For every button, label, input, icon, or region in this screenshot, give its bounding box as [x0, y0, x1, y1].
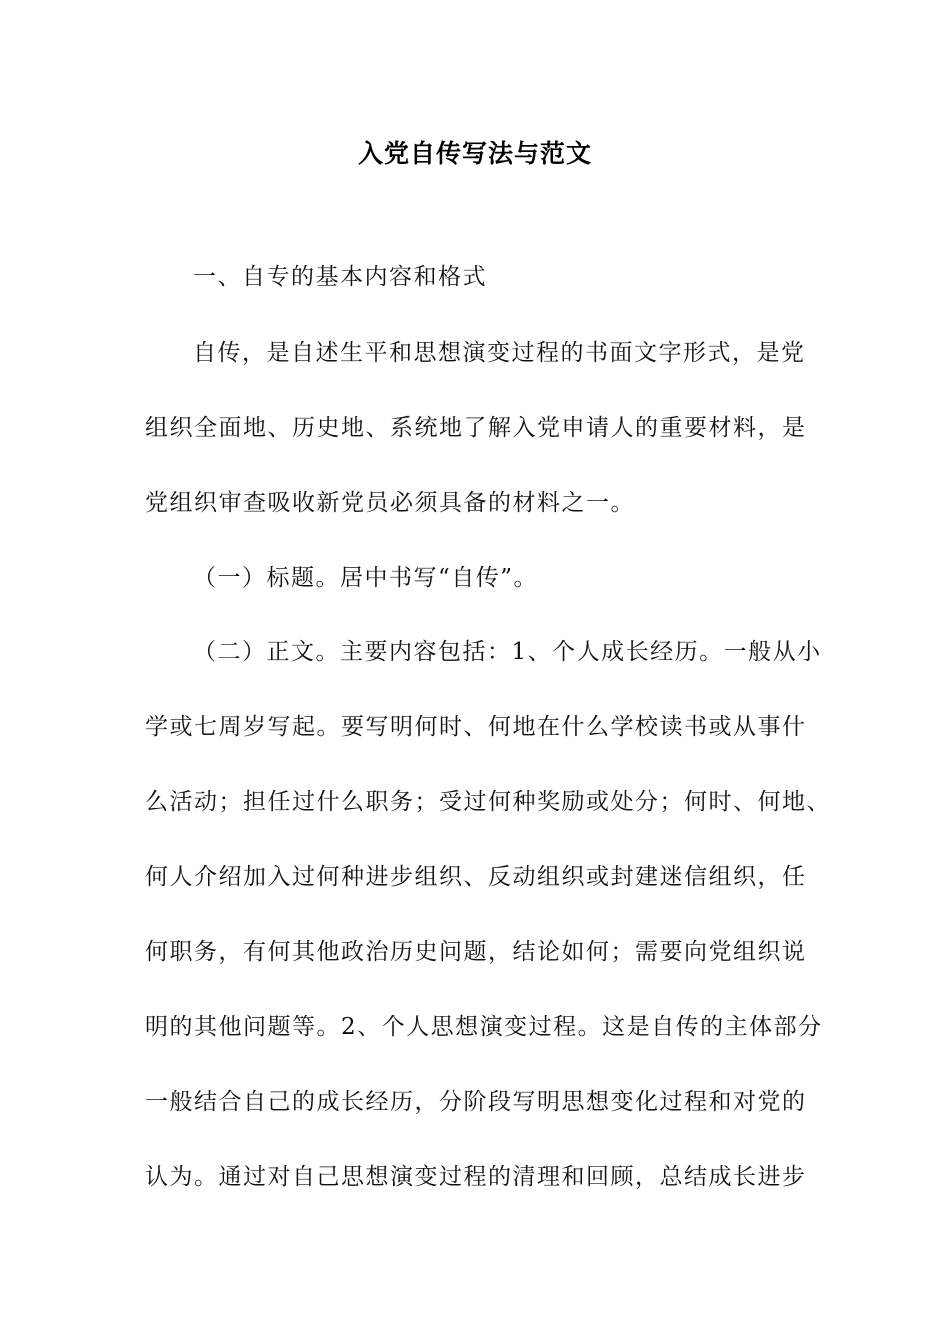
- paragraph-line: 一般结合自己的成长经历，分阶段写明思想变化过程和对党的: [145, 1089, 807, 1115]
- paragraph-line: 组织全面地、历史地、系统地了解入党申请人的重要材料，是: [145, 415, 807, 441]
- paragraph-line: 自传，是自述生平和思想演变过程的书面文字形式，是党: [193, 340, 806, 366]
- paragraph-line: 明的其他问题等。2、个人思想演变过程。这是自传的主体部分: [145, 1014, 823, 1040]
- paragraph-line: 学或七周岁写起。要写明何时、何地在什么学校读书或从事什: [145, 714, 807, 740]
- document-title: 入党自传写法与范文: [357, 139, 592, 168]
- paragraph-line: 党组织审查吸收新党员必须具备的材料之一。: [145, 490, 635, 516]
- section-heading: 一、自专的基本内容和格式: [193, 264, 487, 290]
- paragraph-line: 何职务，有何其他政治历史问题，结论如何；需要向党组织说: [145, 939, 807, 965]
- paragraph-line: 何人介绍加入过何种进步组织、反动组织或封建迷信组织，任: [145, 864, 807, 890]
- paragraph-line: 么活动；担任过什么职务；受过何种奖励或处分；何时、何地、: [145, 789, 831, 815]
- paragraph-line: （二）正文。主要内容包括：1、个人成长经历。一般从小: [193, 639, 822, 665]
- paragraph-line: （一）标题。居中书写“自传”。: [193, 565, 539, 591]
- paragraph-line: 认为。通过对自己思想演变过程的清理和回顾，总结成长进步: [145, 1164, 807, 1190]
